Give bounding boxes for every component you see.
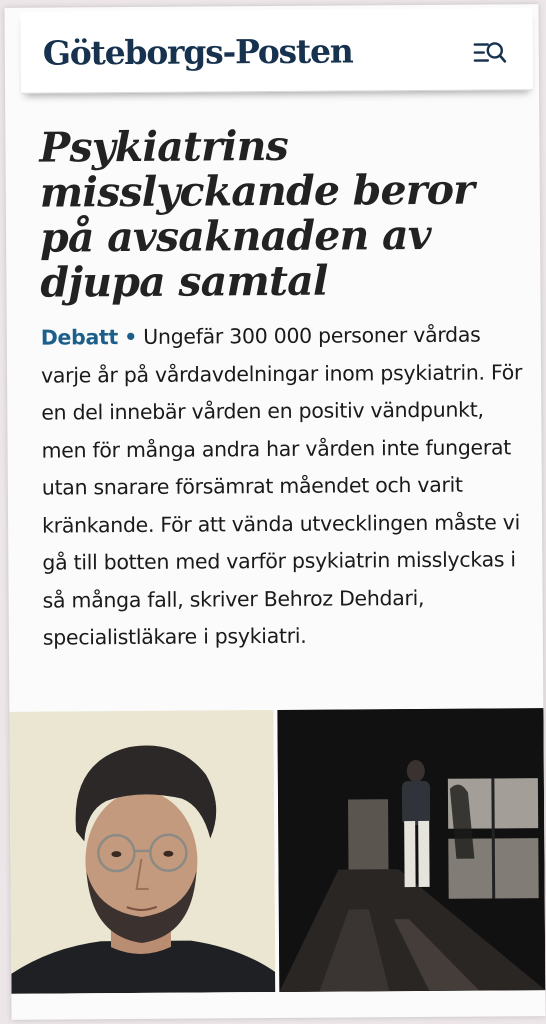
article-images	[9, 708, 545, 994]
author-portrait	[9, 710, 275, 994]
lead-text: Ungefär 300 000 personer vårdas varje år på vårdavdelningar inom psykiatrin. För en del innebär vården en positiv vändpunkt, men för många andra har vården inte fungerat utan snarare försämrat måendet och varit kränkande. För att vända utvecklingen måste vi gå till botten med varför psykiatrin misslyckas i så många fall, skriver Behroz Dehdari, specialistläkare i psykiatri.	[40, 322, 523, 650]
article-headline: Psykiatrins misslyckande beror på avsaknaden av djupa samtal	[39, 121, 475, 307]
menu-search-icon[interactable]	[473, 38, 507, 66]
article-lead	[41, 316, 533, 657]
site-header	[21, 8, 534, 94]
site-logo[interactable]: Göteborgs-Posten	[42, 31, 353, 73]
article-page	[4, 4, 545, 1020]
section-separator: •	[124, 324, 138, 350]
hospital-corridor-photo	[277, 708, 545, 992]
section-label[interactable]: Debatt	[40, 325, 119, 350]
